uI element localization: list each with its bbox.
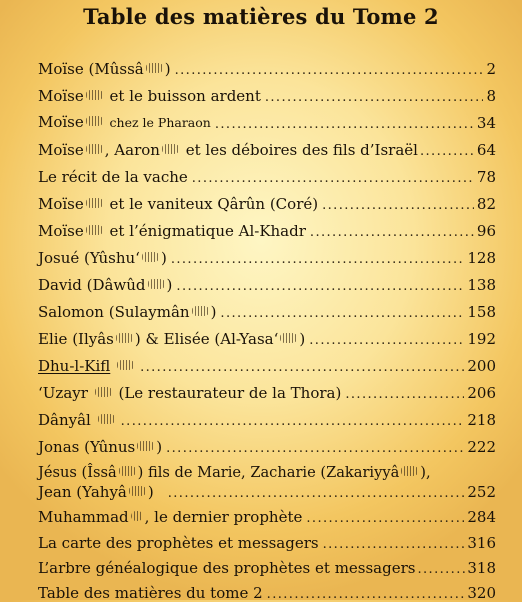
page-number: 252 xyxy=(467,483,496,501)
toc-entry-uzayr[interactable]: ‘Uzayr (Le restaurateur de la Thora) ..... 206 xyxy=(38,380,496,402)
honorific-seal-icon xyxy=(116,333,133,343)
page-number: 2 xyxy=(486,60,496,78)
honorific-seal-icon xyxy=(401,466,418,476)
page-number: 316 xyxy=(467,534,496,552)
toc-entry-muhammad[interactable]: Muhammad , le dernier prophète ..... 284 xyxy=(38,504,496,526)
page-number: 192 xyxy=(467,330,496,348)
toc-entry-al-khadr[interactable]: Moïse et l’énigmatique Al-Khadr ..... 96 xyxy=(38,218,496,240)
dot-leader xyxy=(323,537,465,552)
page-number: 284 xyxy=(467,508,496,526)
dot-leader xyxy=(166,441,464,456)
toc-entry-elie-elisee[interactable]: Elie (Ilyâs ) & Elisée (Al-Yasa‘ ) ..... 192 xyxy=(38,326,496,348)
toc-entry-arbre[interactable]: L’arbre généalogique des prophètes et messagers ..... 318 xyxy=(38,555,496,577)
page-title: Table des matières du Tome 2 xyxy=(83,4,439,29)
dot-leader xyxy=(171,252,465,267)
toc-entry-qarun[interactable]: Moïse et le vaniteux Qârûn (Coré) ..... 82 xyxy=(38,191,496,213)
dot-leader xyxy=(420,144,475,159)
honorific-seal-icon xyxy=(131,511,143,521)
honorific-seal-icon xyxy=(98,414,115,424)
dot-leader xyxy=(192,171,474,186)
toc-entry-carte[interactable]: La carte des prophètes et messagers ..... 316 xyxy=(38,530,496,552)
honorific-seal-icon xyxy=(146,63,163,73)
toc-entry-jesus-line2[interactable]: Jean (Yahyâ ) ..... 252 xyxy=(38,479,496,501)
toc-entry-dhu-l-kifl[interactable]: Dhu-l-Kifl ..... 200 xyxy=(38,353,496,375)
toc-entry-jonas[interactable]: Jonas (Yûnus ) ..... 222 xyxy=(38,434,496,456)
page-number: 206 xyxy=(467,384,496,402)
page-number: 320 xyxy=(467,584,496,602)
honorific-seal-icon xyxy=(142,252,159,262)
honorific-seal-icon xyxy=(117,360,134,370)
toc-entry-recit-vache[interactable]: Le récit de la vache ..... 78 xyxy=(38,164,496,186)
dot-leader xyxy=(121,414,465,429)
dot-leader xyxy=(345,387,464,402)
honorific-seal-icon xyxy=(129,486,146,496)
dot-leader xyxy=(140,360,464,375)
honorific-seal-icon xyxy=(86,116,103,126)
page-number: 34 xyxy=(476,114,496,132)
dot-leader xyxy=(215,117,474,132)
page-number: 128 xyxy=(467,249,496,267)
honorific-seal-icon xyxy=(119,466,136,476)
toc-entry-moise-mussa[interactable]: Moïse (Mûssâ ) ..... 2 xyxy=(38,56,496,78)
toc-entry-table-matieres[interactable]: Table des matières du tome 2 ..... 320 xyxy=(38,580,496,602)
toc-entry-josue[interactable]: Josué (Yûshu‘ ) ..... 128 xyxy=(38,245,496,267)
honorific-seal-icon xyxy=(86,225,103,235)
honorific-seal-icon xyxy=(280,333,297,343)
page-number: 158 xyxy=(467,303,496,321)
page-number: 96 xyxy=(476,222,496,240)
dot-leader xyxy=(322,198,474,213)
dot-leader xyxy=(220,306,464,321)
toc-entry-buisson-ardent[interactable]: Moïse et le buisson ardent ..... 8 xyxy=(38,83,496,105)
page-number: 200 xyxy=(467,357,496,375)
toc-entry-salomon[interactable]: Salomon (Sulaymân ) ..... 158 xyxy=(38,299,496,321)
toc-entry-chez-le-pharaon[interactable]: Moïse chez le Pharaon ..... 34 xyxy=(38,110,496,132)
honorific-seal-icon xyxy=(192,306,209,316)
page-number: 82 xyxy=(476,195,496,213)
honorific-seal-icon xyxy=(137,441,154,451)
page-number: 318 xyxy=(467,559,496,577)
page-number: 222 xyxy=(467,438,496,456)
honorific-seal-icon xyxy=(86,90,103,100)
page-number: 64 xyxy=(476,141,496,159)
dot-leader xyxy=(306,511,464,526)
page-number: 8 xyxy=(486,87,496,105)
dot-leader xyxy=(175,63,484,78)
page-number: 78 xyxy=(476,168,496,186)
dot-leader xyxy=(310,225,474,240)
honorific-seal-icon xyxy=(86,198,103,208)
dot-leader xyxy=(309,333,464,348)
toc-entry-fils-israel[interactable]: Moïse , Aaron et les déboires des fils d’Israël ..... 64 xyxy=(38,137,496,159)
honorific-seal-icon xyxy=(95,387,112,397)
dot-leader xyxy=(168,486,465,501)
toc-entry-david[interactable]: David (Dâwûd ) ..... 138 xyxy=(38,272,496,294)
toc-entry-danyal[interactable]: Dânyâl ..... 218 xyxy=(38,407,496,429)
honorific-seal-icon xyxy=(162,144,179,154)
honorific-seal-icon xyxy=(148,279,165,289)
honorific-seal-icon xyxy=(86,144,103,154)
page-number: 218 xyxy=(467,411,496,429)
dot-leader xyxy=(265,90,484,105)
dot-leader xyxy=(176,279,464,294)
page-number: 138 xyxy=(467,276,496,294)
toc-entry-jesus-line1[interactable]: Jésus (Îssâ ) fils de Marie, Zacharie (Zakariyyâ ), xyxy=(38,464,431,481)
dot-leader xyxy=(417,562,465,577)
